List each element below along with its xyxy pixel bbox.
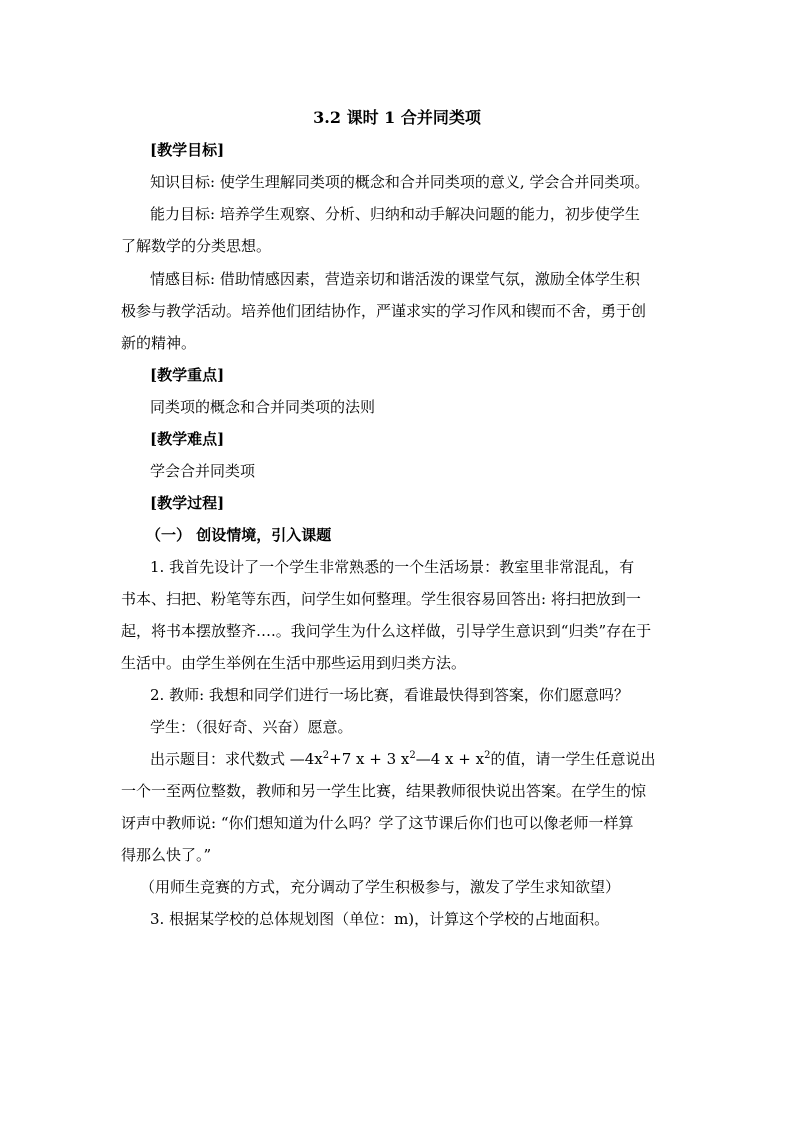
expression-text-c: —4 x + x xyxy=(415,750,485,768)
exponent-1: 2 xyxy=(322,750,330,761)
exponent-3: 2 xyxy=(484,750,491,761)
goal-ability-line-1: 能力目标: 培养学生观察、分析、归纳和动手解决问题的能力，初步使学生 xyxy=(150,205,640,223)
paragraph-3-line-4: 得那么快了。” xyxy=(121,846,212,864)
key-heading: [教学重点] xyxy=(150,366,225,384)
paragraph-1-line-2: 书本、扫把、粉笔等东西，问学生如何整理。学生很容易回答出: 将扫把放到一 xyxy=(121,590,641,608)
process-part-1-heading: （一） 创设情境，引入课题 xyxy=(146,526,332,544)
paragraph-1-line-4: 生活中。由学生举例在生活中那些运用到归类方法。 xyxy=(121,654,467,672)
page-title: 3.2 课时 1 合并同类项 xyxy=(313,108,481,127)
goals-heading: [教学目标] xyxy=(150,141,225,159)
paragraph-5-line-1: 3. 根据某学校的总体规划图（单位：m)，计算这个学校的占地面积。 xyxy=(150,910,610,928)
paragraph-1-line-3: 起，将书本摆放整齐….。我问学生为什么这样做，引导学生意识到“归类”存在于 xyxy=(121,622,652,640)
expression-text-d: 的值，请一学生任意说出 xyxy=(490,750,656,768)
paragraph-2-line-1: 2. 教师: 我想和同学们进行一场比赛，看谁最快得到答案，你们愿意吗？ xyxy=(150,686,629,704)
goal-emotion-line-3: 新的精神。 xyxy=(121,334,197,352)
paragraph-4-line-1: （用师生竞赛的方式，充分调动了学生积极参与，激发了学生求知欲望） xyxy=(140,878,621,896)
paragraph-3-line-3: 讶声中教师说: “你们想知道为什么吗？学了这节课后你们也可以像老师一样算 xyxy=(121,814,634,832)
expression-text-b: +7 x + 3 x xyxy=(329,750,410,768)
paragraph-3-line-1 xyxy=(150,748,655,770)
expression-text-a: 出示题目：求代数式 —4x xyxy=(150,750,323,768)
difficulty-heading: [教学难点] xyxy=(150,430,225,448)
goal-ability-line-2: 了解数学的分类思想。 xyxy=(121,237,272,255)
goal-knowledge: 知识目标: 使学生理解同类项的概念和合并同类项的意义, 学会合并同类项。 xyxy=(150,173,650,191)
process-heading: [教学过程] xyxy=(150,494,225,512)
paragraph-1-line-1: 1. 我首先设计了一个学生非常熟悉的一个生活场景：教室里非常混乱，有 xyxy=(150,558,635,576)
exponent-2: 2 xyxy=(409,750,416,761)
paragraph-3-line-2: 一个一至两位整数，教师和另一学生比赛，结果教师很快说出答案。在学生的惊 xyxy=(121,782,647,800)
paragraph-2-line-2: 学生：（很好奇、兴奋）愿意。 xyxy=(150,718,353,736)
key-text: 同类项的概念和合并同类项的法则 xyxy=(150,398,376,416)
goal-emotion-line-1: 情感目标: 借助情感因素，营造亲切和谐活泼的课堂气氛，激励全体学生积 xyxy=(150,270,640,288)
goal-emotion-line-2: 极参与教学活动。培养他们团结协作，严谨求实的学习作风和锲而不舍，勇于创 xyxy=(121,302,647,320)
difficulty-text: 学会合并同类项 xyxy=(150,462,256,480)
